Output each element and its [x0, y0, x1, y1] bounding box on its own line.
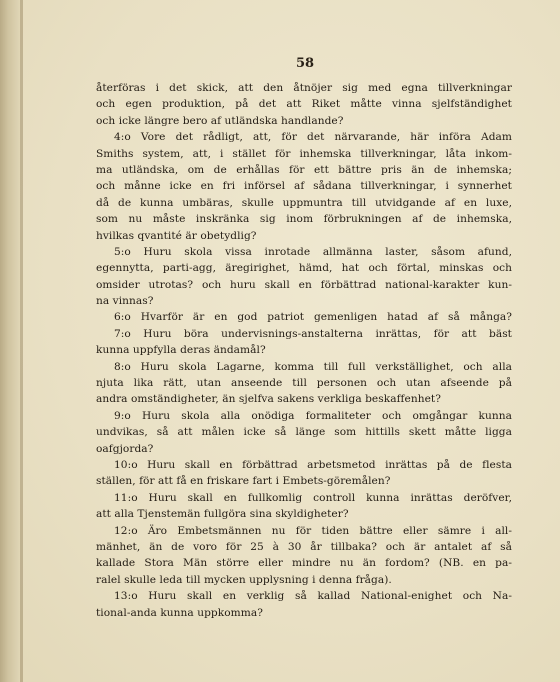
text-line: omsider utrotas? och huru skall en förbättrad national-karakter kun-	[96, 278, 512, 291]
text-line: 6:o Hvarför är en god patriot gemenligen hatad af så många?	[114, 311, 512, 324]
text-line: återföras i det skick, att den åtnöjer sig med egna tillverkningar	[96, 82, 512, 94]
page-number: 58	[295, 56, 315, 71]
text-line: att alla Tjenstemän fullgöra sina skyldigheter?	[96, 508, 349, 521]
text-line: och månne icke en fri införsel af sådana tillverkningar, i synnerhet	[96, 180, 512, 193]
body-text	[96, 80, 512, 621]
text-line: njuta lika rätt, utan anseende till personen och utan afseende på	[96, 377, 512, 390]
text-line: 10:o Huru skall en förbättrad arbetsmetod inrättas på de flesta	[114, 458, 512, 471]
text-line: 5:o Huru skola vissa inrotade allmänna laster, såsom afund,	[114, 245, 512, 258]
text-line: andra omständigheter, än sjelfva sakens verkliga beskaffenhet?	[96, 393, 441, 406]
binding-edge	[0, 0, 20, 682]
text-line: 13:o Huru skall en verklig så kallad National-enighet och Na-	[114, 590, 512, 603]
text-line: tional-anda kunna uppkomma?	[96, 606, 263, 619]
text-line: egennytta, parti-agg, äregirighet, hämd, hat och förtal, minskas och	[96, 262, 512, 275]
text-line: som nu måste inskränka sig inom förbrukningen af de inhemska,	[96, 213, 512, 226]
text-line: ma utländska, om de erhållas för ett bättre pris än de inhemska;	[96, 163, 512, 176]
text-line: mänhet, än de voro för 25 à 30 år tillbaka? och är antalet af så	[96, 540, 512, 553]
text-line: Smiths system, att, i stället för inhemska tillverkningar, låta inkom-	[96, 147, 512, 160]
text-line: och icke längre bero af utländska handlande?	[96, 114, 344, 127]
text-line: och egen produktion, på det att Riket måtte vinna sjelfständighet	[96, 98, 512, 111]
text-line: 7:o Huru böra undervisnings-anstalterna inrättas, för att bäst	[114, 327, 512, 340]
text-line: 4:o Vore det rådligt, att, för det närvarande, här införa Adam	[114, 131, 512, 144]
text-line: 9:o Huru skola alla onödiga formaliteter och omgångar kunna	[114, 409, 512, 422]
text-line: kunna uppfylla deras ändamål?	[96, 344, 266, 357]
binding-shadow	[20, 0, 23, 682]
text-line: undvikas, så att målen icke så länge som hittills skett måtte ligga	[96, 426, 512, 439]
text-line: na vinnas?	[96, 295, 154, 308]
text-line: hvilkas qvantité är obetydlig?	[96, 229, 257, 242]
text-line: ralel skulle leda till mycken upplysning i denna fråga).	[96, 573, 392, 586]
text-line: ställen, för att få en friskare fart i Embets-göremålen?	[96, 475, 391, 488]
text-line: då de kunna umbäras, skulle uppmuntra till utvidgande af en luxe,	[96, 196, 512, 209]
text-line: oafgjorda?	[96, 442, 154, 455]
text-line: 8:o Huru skola Lagarne, komma till full verkställighet, och alla	[114, 360, 512, 373]
text-line: 12:o Äro Embetsmännen nu för tiden bättre eller sämre i all-	[114, 524, 512, 537]
text-line: 11:o Huru skall en fullkomlig controll kunna inrättas deröfver,	[114, 491, 512, 504]
text-line: kallade Stora Män större eller mindre nu än fordom? (NB. en pa-	[96, 557, 512, 570]
